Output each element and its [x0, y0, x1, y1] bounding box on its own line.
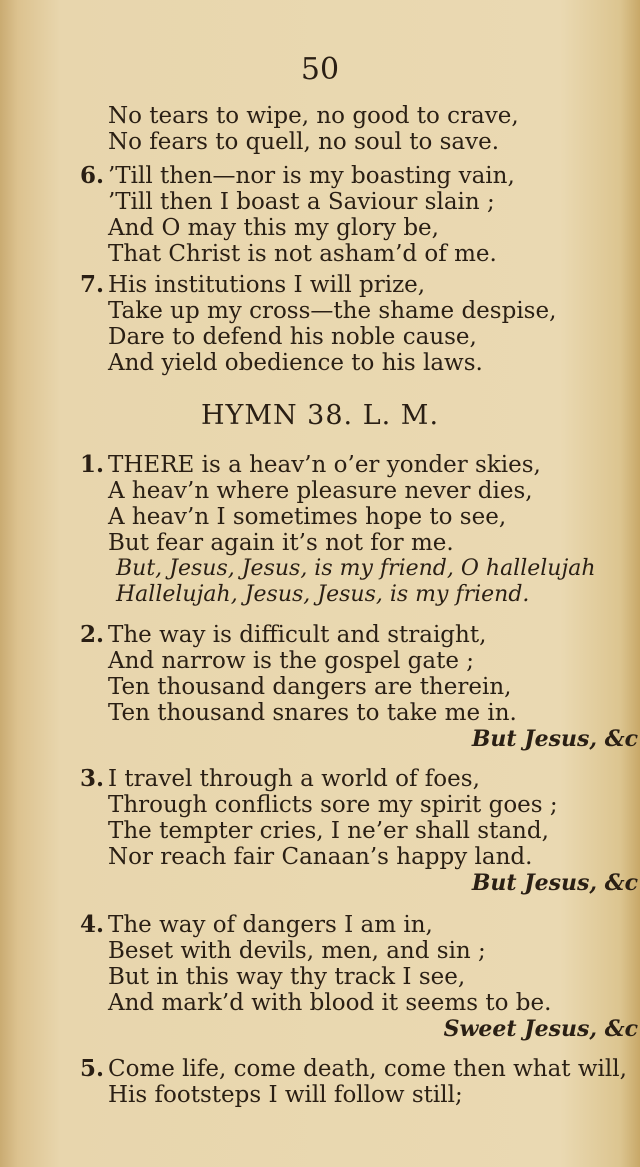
verse-line: Ten thousand dangers are therein, — [108, 674, 512, 700]
verse-line: His footsteps I will follow still; — [108, 1082, 463, 1108]
verse-line: The way is difficult and straight, — [108, 622, 487, 648]
chorus-reference: But Jesus, &c — [471, 870, 638, 896]
verse-1 — [0, 452, 640, 608]
hymn-title: HYMN 38. L. M. — [200, 400, 440, 431]
verse-line: But fear again it’s not for me. — [108, 530, 454, 556]
verse-line: Beset with devils, men, and sin ; — [108, 938, 486, 964]
verse-number: 3. — [80, 765, 105, 792]
verse-line: ’Till then I boast a Saviour slain ; — [108, 189, 495, 215]
verse-line: Nor reach fair Canaan’s happy land. — [108, 844, 533, 870]
verse-line: No fears to quell, no soul to save. — [108, 129, 500, 155]
verse-line: And yield obedience to his laws. — [108, 350, 483, 376]
verse-line: And mark’d with blood it seems to be. — [108, 990, 552, 1016]
verse-5 — [0, 1056, 640, 1108]
chorus-reference: But Jesus, &c — [471, 726, 638, 752]
verse-line: Dare to defend his noble cause, — [108, 324, 477, 350]
verse-line: ’Till then—nor is my boasting vain, — [108, 163, 515, 189]
verse-number: 4. — [80, 911, 105, 938]
verse-7 — [0, 272, 640, 376]
verse-6 — [0, 163, 640, 267]
verse-line: A heav’n I sometimes hope to see, — [108, 504, 507, 530]
verse-line: No tears to wipe, no good to crave, — [108, 103, 519, 129]
verse-line: His institutions I will prize, — [108, 272, 426, 298]
verse-line: The way of dangers I am in, — [108, 912, 433, 938]
verse-number: 7. — [80, 271, 105, 298]
verse-line: THERE is a heav’n o’er yonder skies, — [108, 452, 541, 478]
verse-2 — [0, 622, 640, 752]
verse-line: Through conflicts sore my spirit goes ; — [108, 792, 558, 818]
verse-line: Take up my cross—the shame despise, — [108, 298, 557, 324]
verse-number: 5. — [80, 1055, 105, 1082]
chorus-reference: Sweet Jesus, &c — [443, 1016, 638, 1042]
page-number: 50 — [300, 52, 340, 87]
verse-line: Ten thousand snares to take me in. — [108, 700, 517, 726]
verse-4 — [0, 912, 640, 1042]
verse-line: The tempter cries, I ne’er shall stand, — [108, 818, 549, 844]
verse-line: And narrow is the gospel gate ; — [108, 648, 474, 674]
chorus-line: But, Jesus, Jesus, is my friend, O hallelujah — [116, 556, 596, 581]
chorus-line: Hallelujah, Jesus, Jesus, is my friend. — [116, 582, 530, 607]
verse-3 — [0, 766, 640, 896]
verse-number: 2. — [80, 621, 105, 648]
verse-number: 1. — [80, 451, 105, 478]
verse-line: That Christ is not asham’d of me. — [108, 241, 497, 267]
verse-line: And O may this my glory be, — [108, 215, 439, 241]
verse-line: A heav’n where pleasure never dies, — [108, 478, 533, 504]
verse-number: 6. — [80, 162, 105, 189]
verse-line: But in this way thy track I see, — [108, 964, 466, 990]
continued-verse — [0, 103, 640, 155]
verse-line: I travel through a world of foes, — [108, 766, 480, 792]
verse-line: Come life, come death, come then what will, — [108, 1056, 627, 1082]
